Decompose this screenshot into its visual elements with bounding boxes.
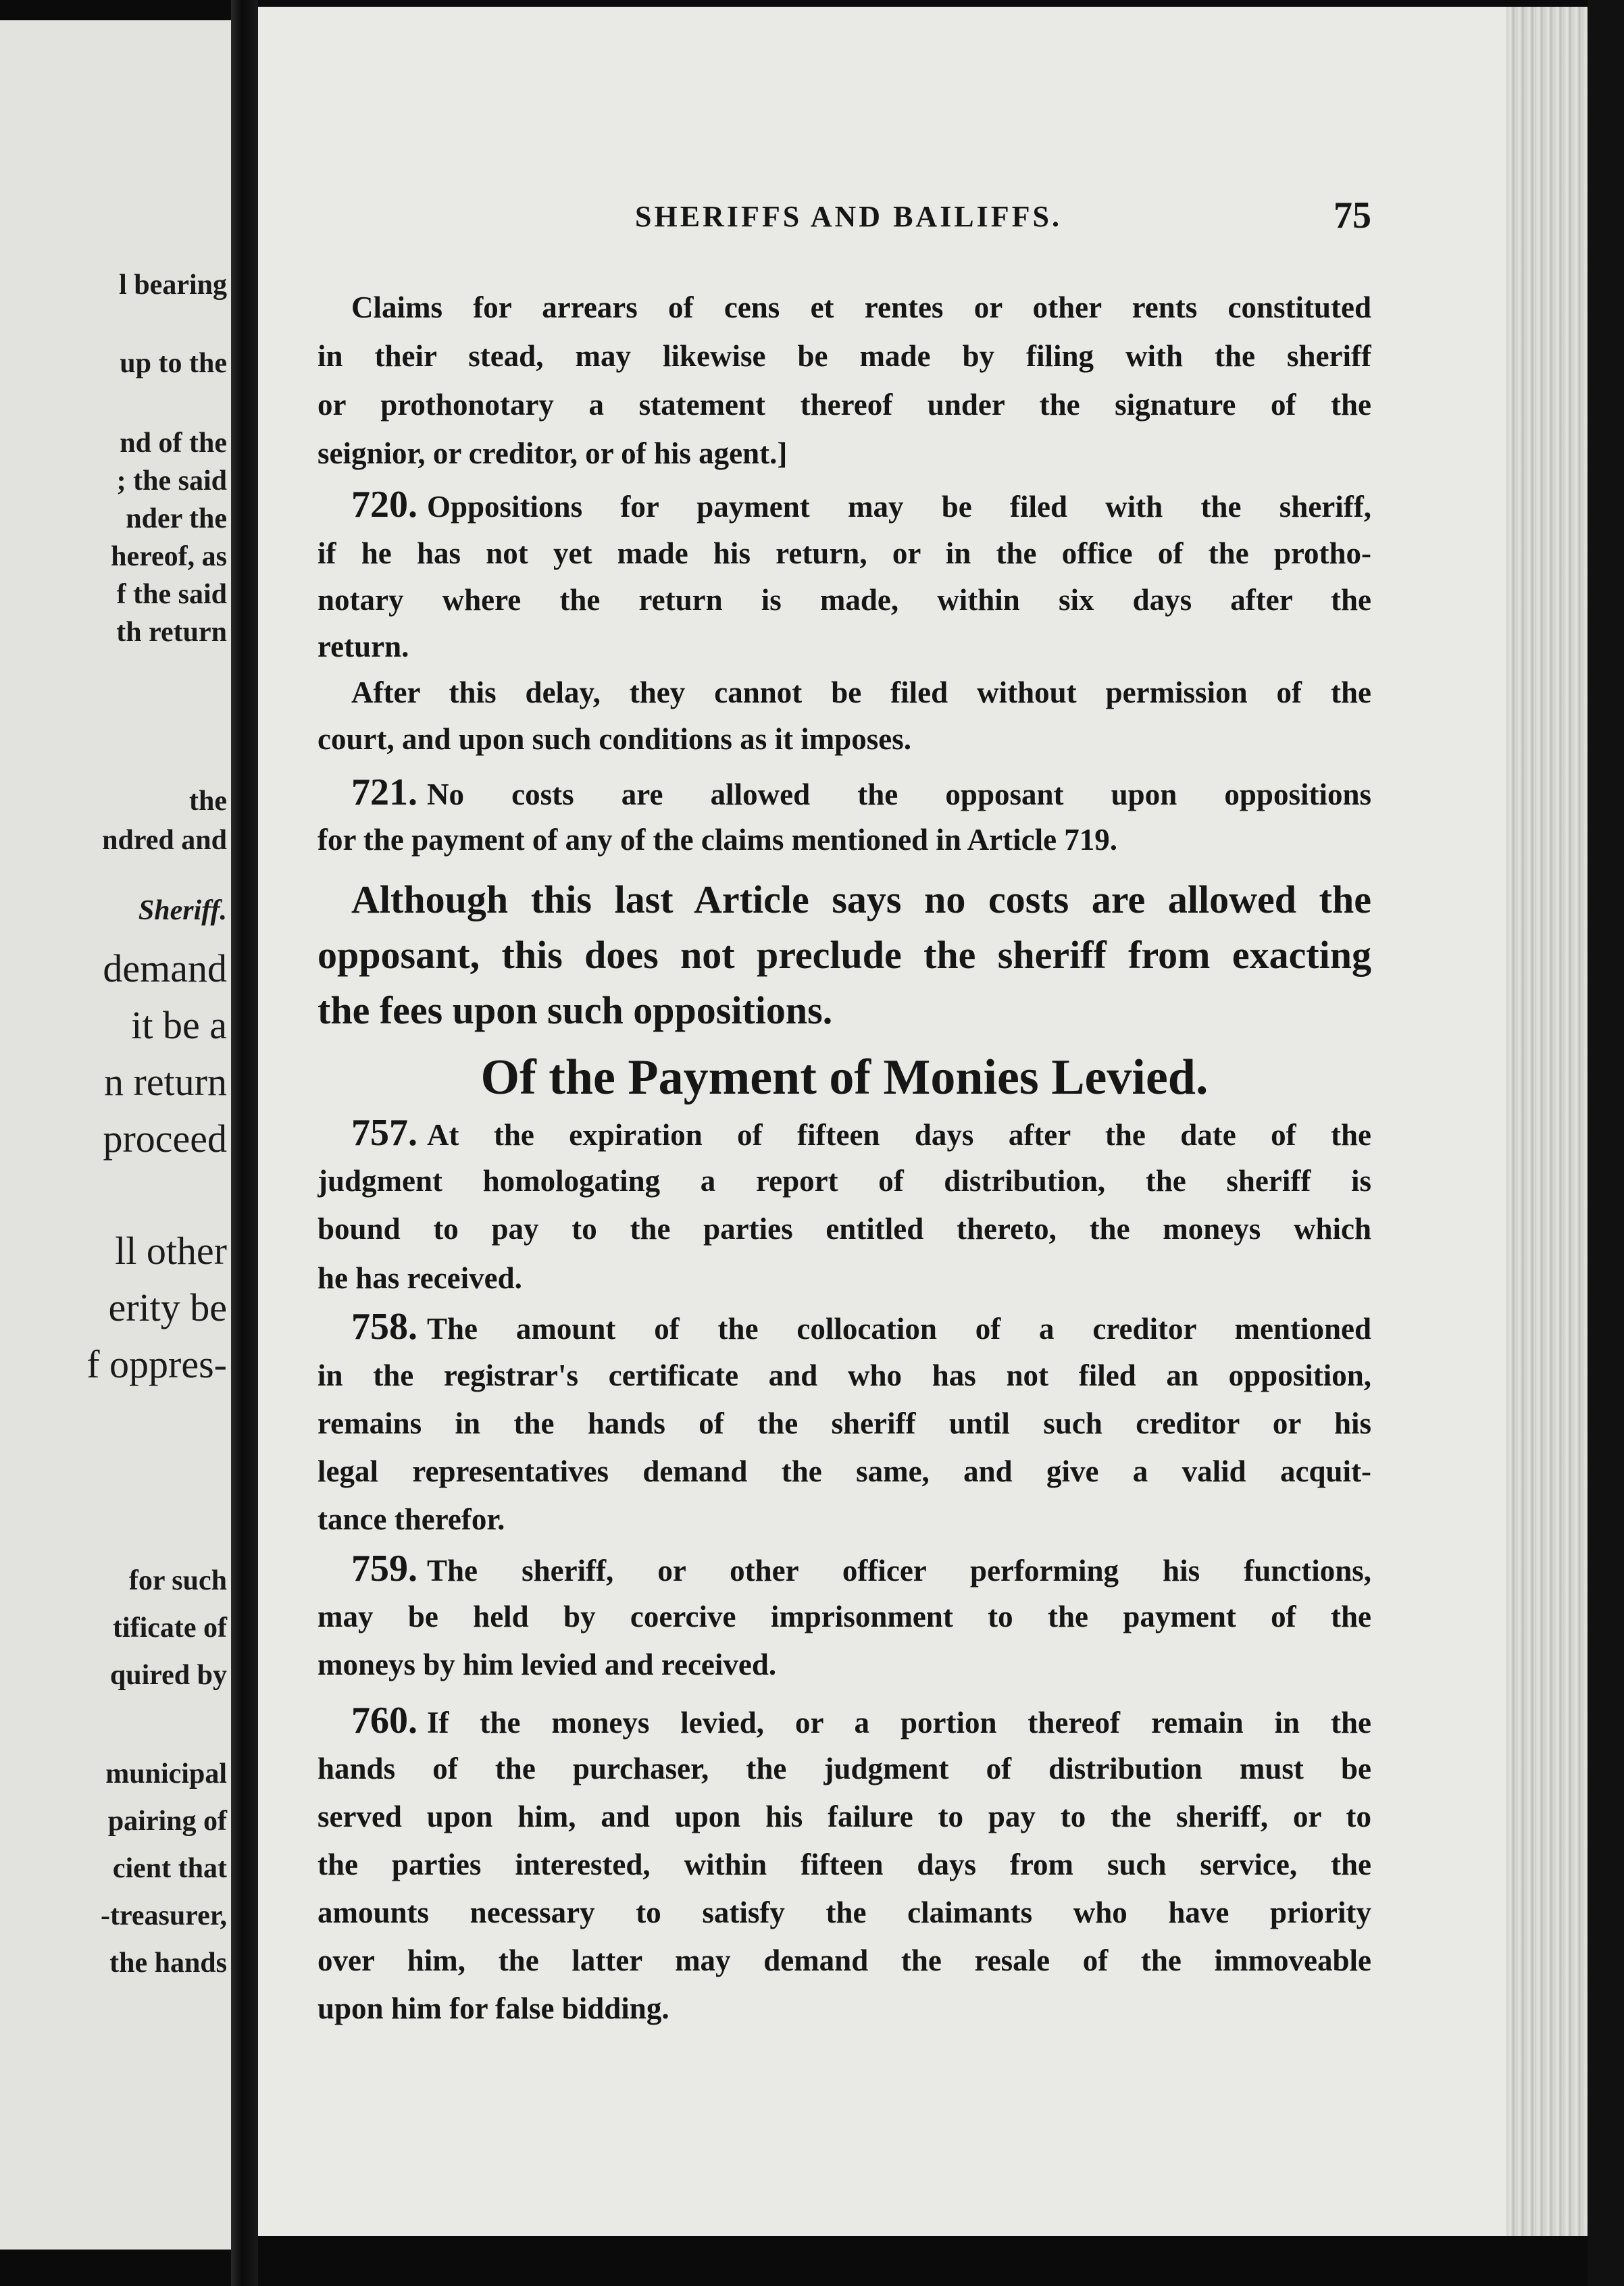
article-number: 720. — [351, 484, 417, 526]
commentary-line: the fees upon such oppositions. — [318, 988, 833, 1032]
commentary-line: Although this last Article says no costs are allowed the — [351, 878, 1371, 921]
scan-border — [1588, 0, 1624, 2286]
left-page-line: l bearing — [119, 270, 227, 301]
article-721-first-line: 721. No costs are allowed the opposant upon oppositions — [351, 772, 1371, 813]
left-page-line: municipal — [105, 1758, 227, 1789]
commentary-line: opposant, this does not preclude the sheriff from exacting — [318, 933, 1371, 977]
article-number: 759. — [351, 1548, 417, 1590]
article-757-first-line: 757. At the expiration of fifteen days after the date of the — [351, 1113, 1371, 1154]
text-line: may be held by coercive imprisonment to the payment of the — [318, 1600, 1371, 1633]
left-page-line: f the said — [116, 579, 227, 610]
left-page-line: th return — [116, 617, 227, 648]
text-line: seignior, or creditor, or of his agent.] — [318, 436, 788, 470]
left-page-line: -treasurer, — [100, 1900, 227, 1931]
left-page-line: tificate of — [112, 1612, 227, 1644]
left-facing-page — [0, 20, 238, 2250]
article-number: 758. — [351, 1306, 417, 1348]
text-line: in their stead, may likewise be made by filing with the sheriff — [318, 339, 1371, 373]
left-page-line: hereof, as — [111, 541, 227, 572]
text-line: amounts necessary to satisfy the claimants who have priority — [318, 1896, 1371, 1929]
text-line: if he has not yet made his return, or in the office of the protho- — [318, 536, 1371, 570]
article-number: 721. — [351, 772, 417, 813]
left-page-line: Sheriff. — [138, 895, 227, 926]
text-line: After this delay, they cannot be filed without permission of the — [351, 676, 1371, 709]
text-line: remains in the hands of the sheriff until such creditor or his — [318, 1406, 1371, 1440]
left-page-line: proceed — [103, 1117, 227, 1161]
book-gutter — [231, 0, 258, 2286]
running-head-title: SHERIFFS AND BAILIFFS. — [635, 200, 1063, 233]
page-number: 75 — [1334, 195, 1371, 236]
text-line: moneys by him levied and received. — [318, 1648, 777, 1681]
page-edge — [1506, 7, 1588, 2236]
left-page-line: the hands — [109, 1948, 227, 1979]
text-line: he has received. — [318, 1261, 522, 1295]
left-page-line: the — [189, 786, 227, 817]
text-line: bound to pay to the parties entitled thereto, the moneys which — [318, 1212, 1371, 1246]
article-760-first-line: 760. If the moneys levied, or a portion thereof remain in the — [351, 1700, 1371, 1742]
left-page-line: nd of the — [120, 428, 227, 459]
text-line: served upon him, and upon his failure to pay to the sheriff, or to — [318, 1800, 1371, 1833]
left-page-line: nder the — [126, 503, 227, 534]
left-page-line: quired by — [109, 1660, 227, 1691]
left-page-line: for such — [128, 1565, 227, 1596]
left-page-line: erity be — [108, 1286, 227, 1329]
book-page — [258, 7, 1506, 2236]
text-line: in the registrar's certificate and who has not filed an opposition, — [318, 1358, 1371, 1392]
text-line: hands of the purchaser, the judgment of distribution must be — [318, 1752, 1371, 1785]
left-page-line: up to the — [120, 348, 227, 379]
left-page-line: f oppres- — [86, 1342, 227, 1386]
text-line: legal representatives demand the same, and give a valid acquit- — [318, 1454, 1371, 1488]
left-page-line: it be a — [131, 1003, 227, 1047]
left-page-line: demand — [103, 946, 227, 990]
left-page-line: cient that — [112, 1853, 227, 1884]
article-759-first-line: 759. The sheriff, or other officer performing his functions, — [351, 1548, 1371, 1590]
left-page-line: pairing of — [107, 1806, 227, 1837]
left-page-line: ll other — [115, 1229, 227, 1273]
section-heading: Of the Payment of Monies Levied. — [480, 1050, 1209, 1105]
left-page-line: n return — [104, 1060, 227, 1104]
left-page-line: ; the said — [116, 465, 227, 497]
article-758-first-line: 758. The amount of the collocation of a creditor mentioned — [351, 1306, 1371, 1348]
text-line: upon him for false bidding. — [318, 1991, 669, 2025]
text-line: court, and upon such conditions as it imposes. — [318, 722, 911, 756]
text-line: the parties interested, within fifteen days from such service, the — [318, 1848, 1371, 1881]
text-line: for the payment of any of the claims mentioned in Article 719. — [318, 823, 1118, 857]
text-line: over him, the latter may demand the resale of the immoveable — [318, 1944, 1371, 1977]
text-line: tance therefor. — [318, 1502, 505, 1536]
article-number: 760. — [351, 1700, 417, 1742]
text-line: notary where the return is made, within six days after the — [318, 583, 1371, 617]
text-line: or prothonotary a statement thereof under the signature of the — [318, 388, 1371, 422]
left-page-line: ndred and — [102, 825, 227, 856]
text-line: judgment homologating a report of distribution, the sheriff is — [318, 1164, 1371, 1198]
text-line: Claims for arrears of cens et rentes or other rents constituted — [351, 290, 1371, 324]
article-720-first-line: 720. Oppositions for payment may be filed with the sheriff, — [351, 484, 1371, 526]
text-line: return. — [318, 630, 409, 663]
running-head — [318, 195, 1371, 240]
article-number: 757. — [351, 1113, 417, 1154]
